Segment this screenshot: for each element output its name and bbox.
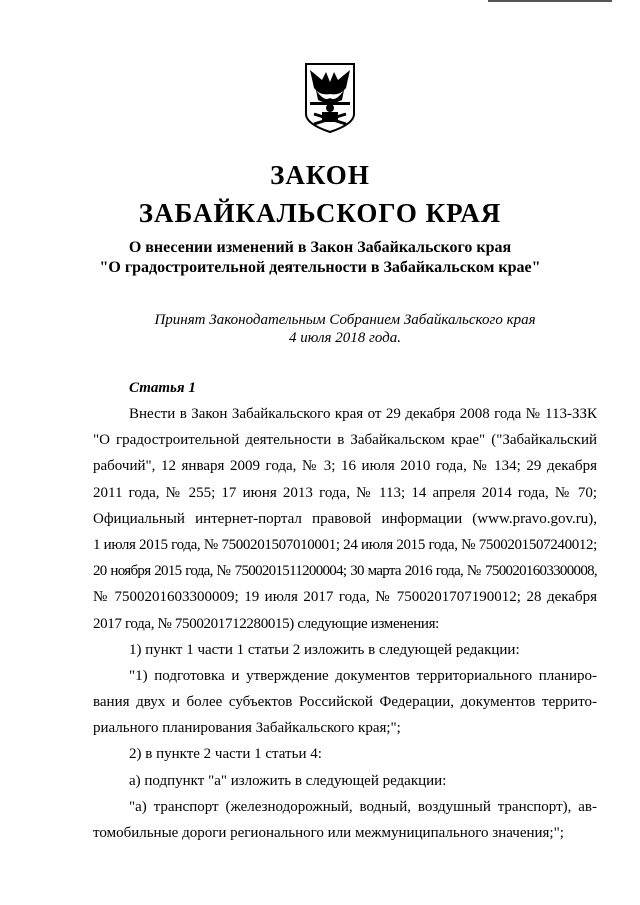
body-line: 2017 года, № 7500201712280015) следующие изменения: [93, 615, 439, 632]
adoption-body: Принят Законодательным Собранием Забайкальского края [154, 312, 536, 328]
body-line: 1) пункт 1 части 1 статьи 2 изложить в следующей редакции: [129, 641, 520, 658]
body-line: № 7500201603300009; 19 июля 2017 года, № 7500201707190012; 28 декабря [93, 589, 597, 606]
body-line: "1) подготовка и утверждение документов территориального планиро- [129, 667, 597, 684]
body-line: вания двух и более субъектов Российской Федерации, документов террито- [93, 694, 597, 711]
subtitle-line-2: "О градостроительной деятельности в Забайкальском крае" [99, 259, 541, 276]
body-line: 1 июля 2015 года, № 7500201507010001; 24 июля 2015 года, № 7500201507240012; [93, 536, 597, 553]
body-line: 20 ноября 2015 года, № 7500201511200004; 30 марта 2016 года, № 7500201603300008, [93, 563, 597, 580]
law-title: ЗАКОН [270, 160, 370, 190]
law-region-title: ЗАБАЙКАЛЬСКОГО КРАЯ [138, 198, 502, 228]
adoption-date: 4 июля 2018 года. [289, 330, 401, 346]
body-line: Внести в Закон Забайкальского края от 29 декабря 2008 года № 113-ЗЗК [129, 406, 597, 422]
body-line: 2) в пункте 2 части 1 статьи 4: [129, 746, 322, 763]
body-line: "О градостроительной деятельности в Забайкальском крае" ("Забайкальский [93, 432, 597, 449]
body-line: 2011 года, № 255; 17 июня 2013 года, № 113; 14 апреля 2014 года, № 70; [93, 484, 597, 501]
body-line: а) подпункт "а" изложить в следующей редакции: [129, 772, 447, 789]
body-line: рабочий", 12 января 2009 года, № 3; 16 июля 2010 года, № 134; 29 декабря [93, 458, 597, 475]
body-line: Официальный интернет-портал правовой информации (www.pravo.gov.ru), [93, 510, 597, 527]
subtitle-line-1: О внесении изменений в Закон Забайкальского края [128, 239, 512, 256]
body-line: "а) транспорт (железнодорожный, водный, воздушный транспорт), ав- [129, 798, 597, 815]
body-line: риального планирования Забайкальского края;"; [93, 720, 401, 737]
law-subtitle [0, 238, 640, 278]
coat-of-arms-icon [304, 62, 356, 134]
article-heading: Статья 1 [129, 380, 196, 396]
adoption-note [0, 311, 640, 347]
page-top-edge-line [488, 0, 612, 2]
body-line: томобильные дороги регионального или межмуниципального значения;"; [93, 825, 564, 841]
article-body [93, 401, 597, 846]
